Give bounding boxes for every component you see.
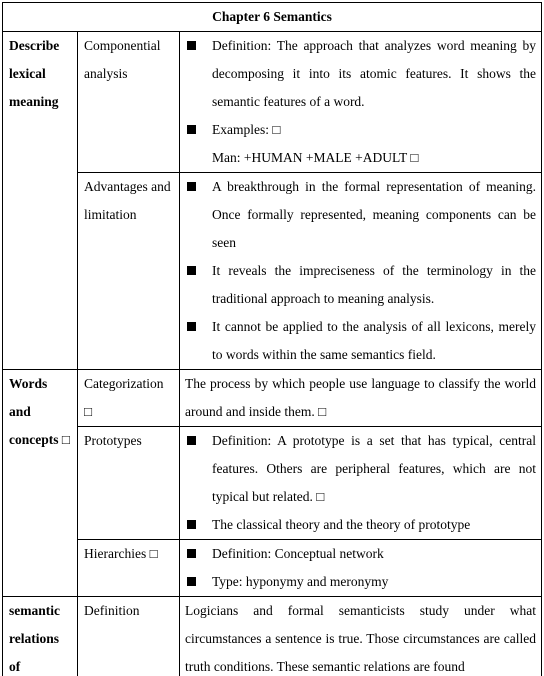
advantages-content xyxy=(180,173,542,370)
bullet-square-icon xyxy=(187,436,196,445)
semantics-table xyxy=(2,2,542,676)
bullet-item: Examples: □ xyxy=(185,116,536,144)
bullet-item: The classical theory and the theory of prototype xyxy=(185,511,536,539)
topic-advantages-limitation: Advantages and limitation xyxy=(78,173,180,370)
hierarchies-content xyxy=(180,540,542,597)
bullet-square-icon xyxy=(187,322,196,331)
bullet-square-icon xyxy=(187,520,196,529)
topic-categorization: Categorization □ xyxy=(78,370,180,427)
bullet-item: Type: hyponymy and meronymy xyxy=(185,568,536,596)
bullet-square-icon xyxy=(187,266,196,275)
table-row xyxy=(3,173,542,370)
table-row xyxy=(3,597,542,676)
topic-hierarchies: Hierarchies □ xyxy=(78,540,180,597)
bullet-square-icon xyxy=(187,125,196,134)
bullet-item: Definition: Conceptual network xyxy=(185,540,536,568)
bullet-square-icon xyxy=(187,549,196,558)
table-row xyxy=(3,32,542,173)
categorization-content: The process by which people use language to classify the world around and inside them. □ xyxy=(180,370,542,427)
category-describe-lexical-meaning: Describe lexical meaning xyxy=(3,32,78,370)
table-title: Chapter 6 Semantics xyxy=(3,3,542,32)
category-words-and-concepts: Words and concepts □ xyxy=(3,370,78,597)
category-semantic-relations: semantic relations of xyxy=(3,597,78,676)
table-row xyxy=(3,427,542,540)
table-row xyxy=(3,540,542,597)
componential-analysis-content xyxy=(180,32,542,173)
topic-componential-analysis: Componential analysis xyxy=(78,32,180,173)
bullet-square-icon xyxy=(187,182,196,191)
bullet-item: Definition: A prototype is a set that has typical, central features. Others are peripheral features, which are not typical but related. □ xyxy=(185,427,536,511)
bullet-item: It cannot be applied to the analysis of all lexicons, merely to words within the same semantics field. xyxy=(185,313,536,369)
bullet-item: Definition: The approach that analyzes word meaning by decomposing it into its atomic features. It shows the semantic features of a word. xyxy=(185,32,536,116)
bullet-item: It reveals the impreciseness of the terminology in the traditional approach to meaning analysis. xyxy=(185,257,536,313)
table-row xyxy=(3,370,542,427)
bullet-item: A breakthrough in the formal representation of meaning. Once formally represented, meaning components can be seen xyxy=(185,173,536,257)
bullet-square-icon xyxy=(187,41,196,50)
table-title-row xyxy=(3,3,542,32)
prototypes-content xyxy=(180,427,542,540)
definition-content: Logicians and formal semanticists study under what circumstances a sentence is true. Those circumstances are called truth conditions. These semantic relations are found xyxy=(180,597,542,676)
bullet-square-icon xyxy=(187,577,196,586)
topic-prototypes: Prototypes xyxy=(78,427,180,540)
topic-definition: Definition xyxy=(78,597,180,676)
example-line: Man: +HUMAN +MALE +ADULT □ xyxy=(212,150,419,165)
